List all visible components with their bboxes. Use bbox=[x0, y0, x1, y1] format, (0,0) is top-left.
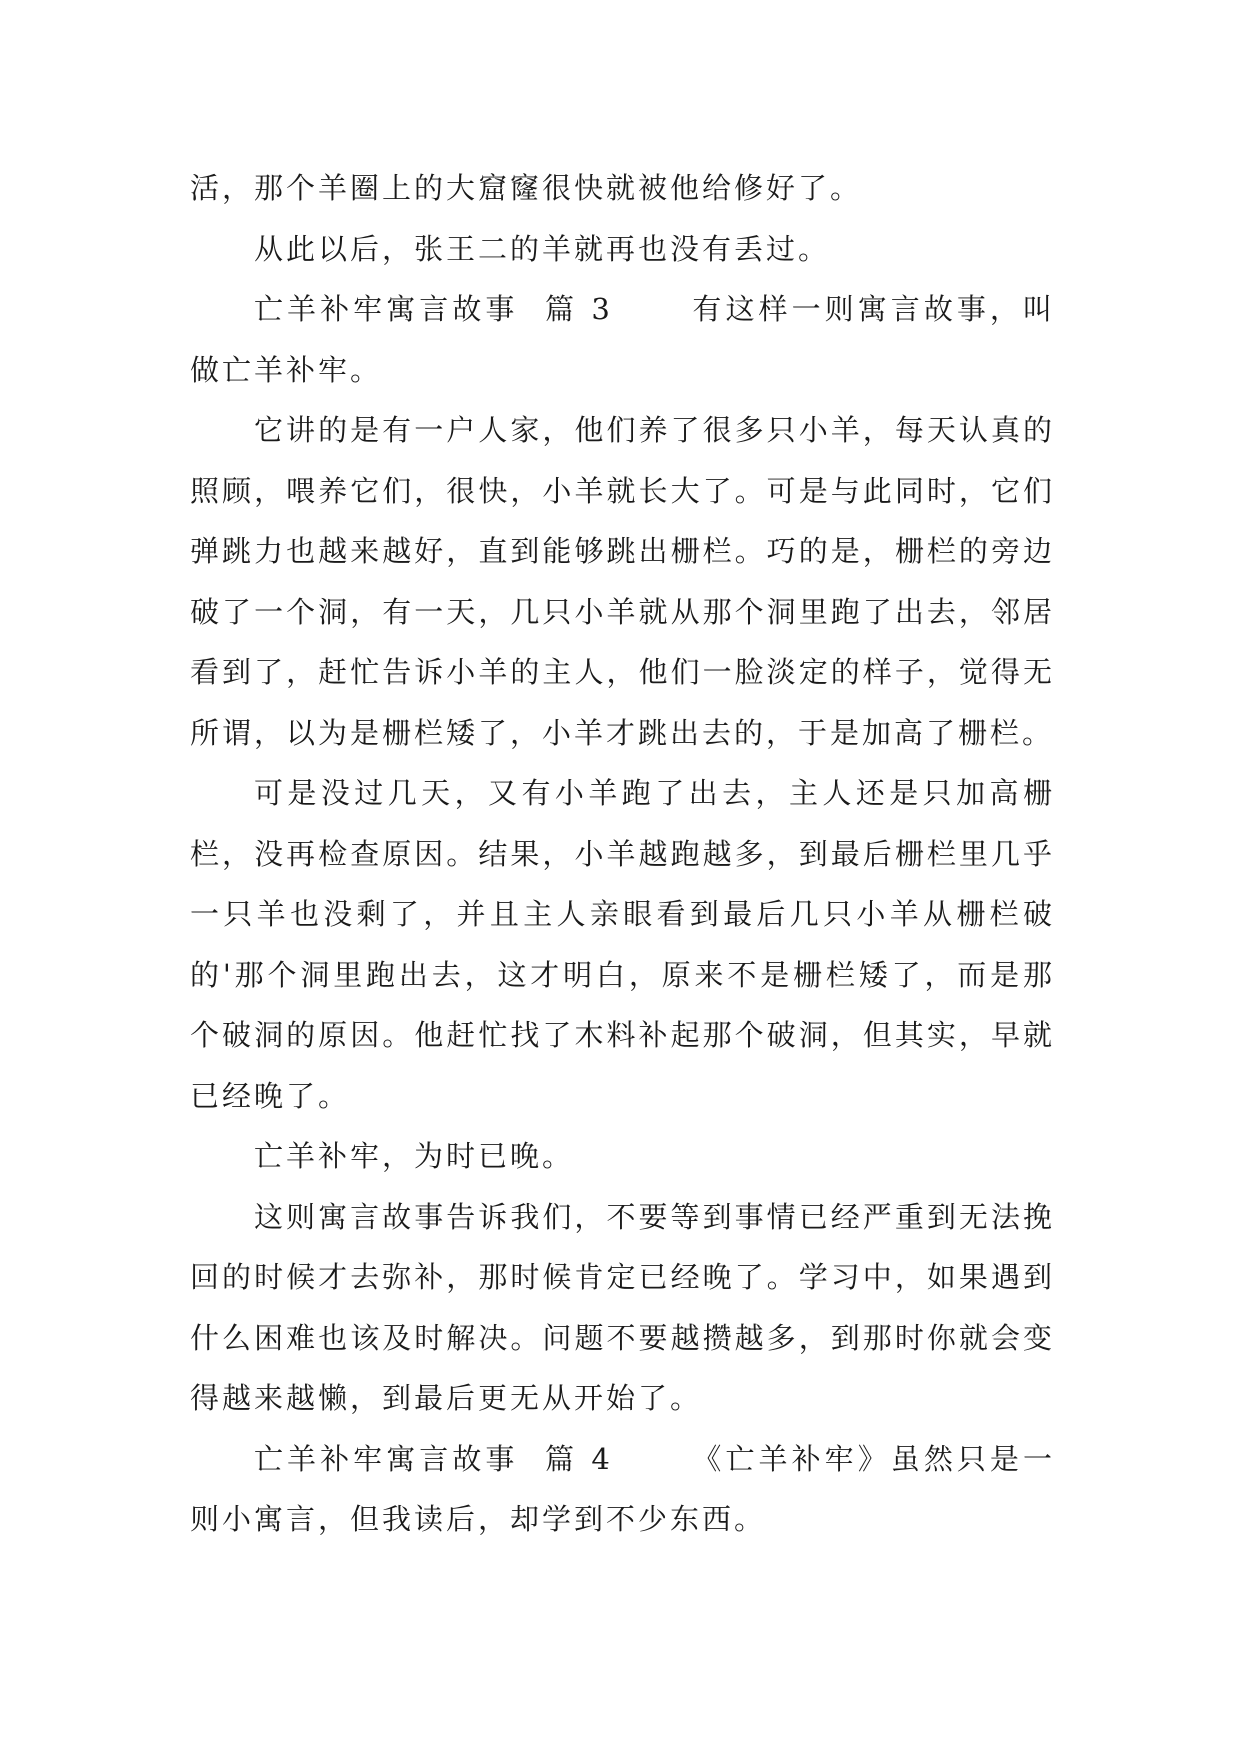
section-heading-paragraph: 亡羊补牢寓言故事 篇 4 《亡羊补牢》虽然只是一则小寓言，但我读后，却学到不少东西。 bbox=[190, 1441, 1055, 1536]
section-heading-paragraph: 亡羊补牢寓言故事 篇 3 有这样一则寓言故事，叫做亡羊补牢。 bbox=[190, 292, 1055, 387]
paragraph: 它讲的是有一户人家，他们养了很多只小羊，每天认真的照顾，喂养它们，很快，小羊就长大了。可是与此同时，它们弹跳力也越来越好，直到能够跳出栅栏。巧的是，栅栏的旁边破了一个洞，有一天，几只小羊就从那个洞里跑了出去，邻居看到了，赶忙告诉小羊的主人，他们一脸淡定的样子，觉得无所谓，以为是栅栏矮了，小羊才跳出去的，于是加高了栅栏。 bbox=[190, 413, 1055, 750]
paragraph: 从此以后，张王二的羊就再也没有丢过。 bbox=[254, 231, 831, 266]
paragraph-continuation: 活，那个羊圈上的大窟窿很快就被他给修好了。 bbox=[190, 171, 863, 205]
paragraph: 这则寓言故事告诉我们，不要等到事情已经严重到无法挽回的时候才去弥补，那时候肯定已经晚了。学习中，如果遇到什么困难也该及时解决。问题不要越攒越多，到那时你就会变得越来越懒，到最后更无从开始了。 bbox=[190, 1199, 1055, 1415]
paragraph: 亡羊补牢，为时已晚。 bbox=[254, 1139, 575, 1173]
paragraph: 可是没过几天，又有小羊跑了出去，主人还是只加高栅栏，没再检查原因。结果，小羊越跑越多，到最后栅栏里几乎一只羊也没剩了，并且主人亲眼看到最后几只小羊从栅栏破的'那个洞里跑出去，这才明白，原来不是栅栏矮了，而是那个破洞的原因。他赶忙找了木料补起那个破洞，但其实，早就已经晚了。 bbox=[190, 776, 1055, 1113]
article-body bbox=[190, 158, 1055, 1550]
